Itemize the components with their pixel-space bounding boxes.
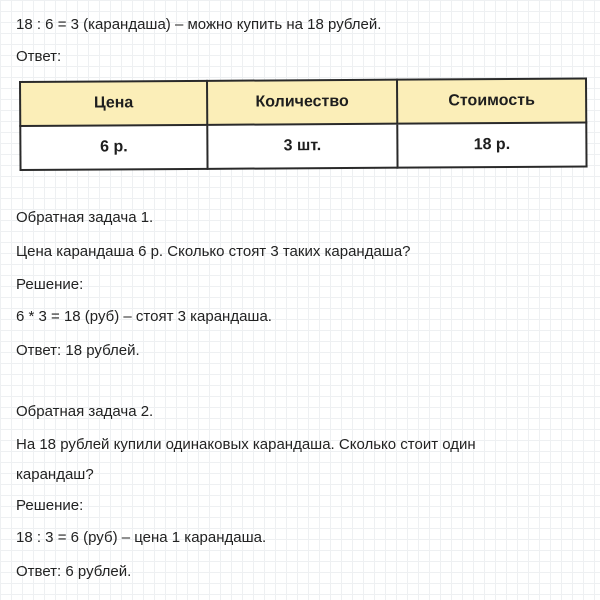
reverse-task-2-statement-cont: карандаш? xyxy=(16,466,94,483)
header-price: Цена xyxy=(20,81,207,126)
cell-cost: 18 р. xyxy=(397,123,586,168)
header-quantity: Количество xyxy=(207,80,397,125)
answer-label-1: Ответ: xyxy=(16,48,62,65)
solution-label-1: Решение: xyxy=(16,276,84,293)
solution-line-2: 6 * 3 = 18 (руб) – стоят 3 карандаша. xyxy=(16,308,272,325)
table-row xyxy=(20,123,586,170)
reverse-task-1-title: Обратная задача 1. xyxy=(16,209,154,226)
header-cost: Стоимость xyxy=(397,79,586,124)
cell-price: 6 р. xyxy=(20,125,207,170)
answer-3: Ответ: 6 рублей. xyxy=(16,563,132,580)
cell-quantity: 3 шт. xyxy=(207,124,397,169)
table-header-row xyxy=(20,79,586,126)
solution-line-1: 18 : 6 = 3 (карандаша) – можно купить на 18 рублей. xyxy=(16,16,382,33)
solution-line-3: 18 : 3 = 6 (руб) – цена 1 карандаша. xyxy=(16,529,267,546)
reverse-task-2-title: Обратная задача 2. xyxy=(16,403,154,420)
answer-2: Ответ: 18 рублей. xyxy=(16,342,140,359)
solution-label-2: Решение: xyxy=(16,497,84,514)
reverse-task-1-statement: Цена карандаша 6 р. Сколько стоят 3 таких карандаша? xyxy=(16,243,411,260)
answer-table xyxy=(19,78,586,165)
reverse-task-2-statement: На 18 рублей купили одинаковых карандаша. Сколько стоит один xyxy=(16,436,476,453)
